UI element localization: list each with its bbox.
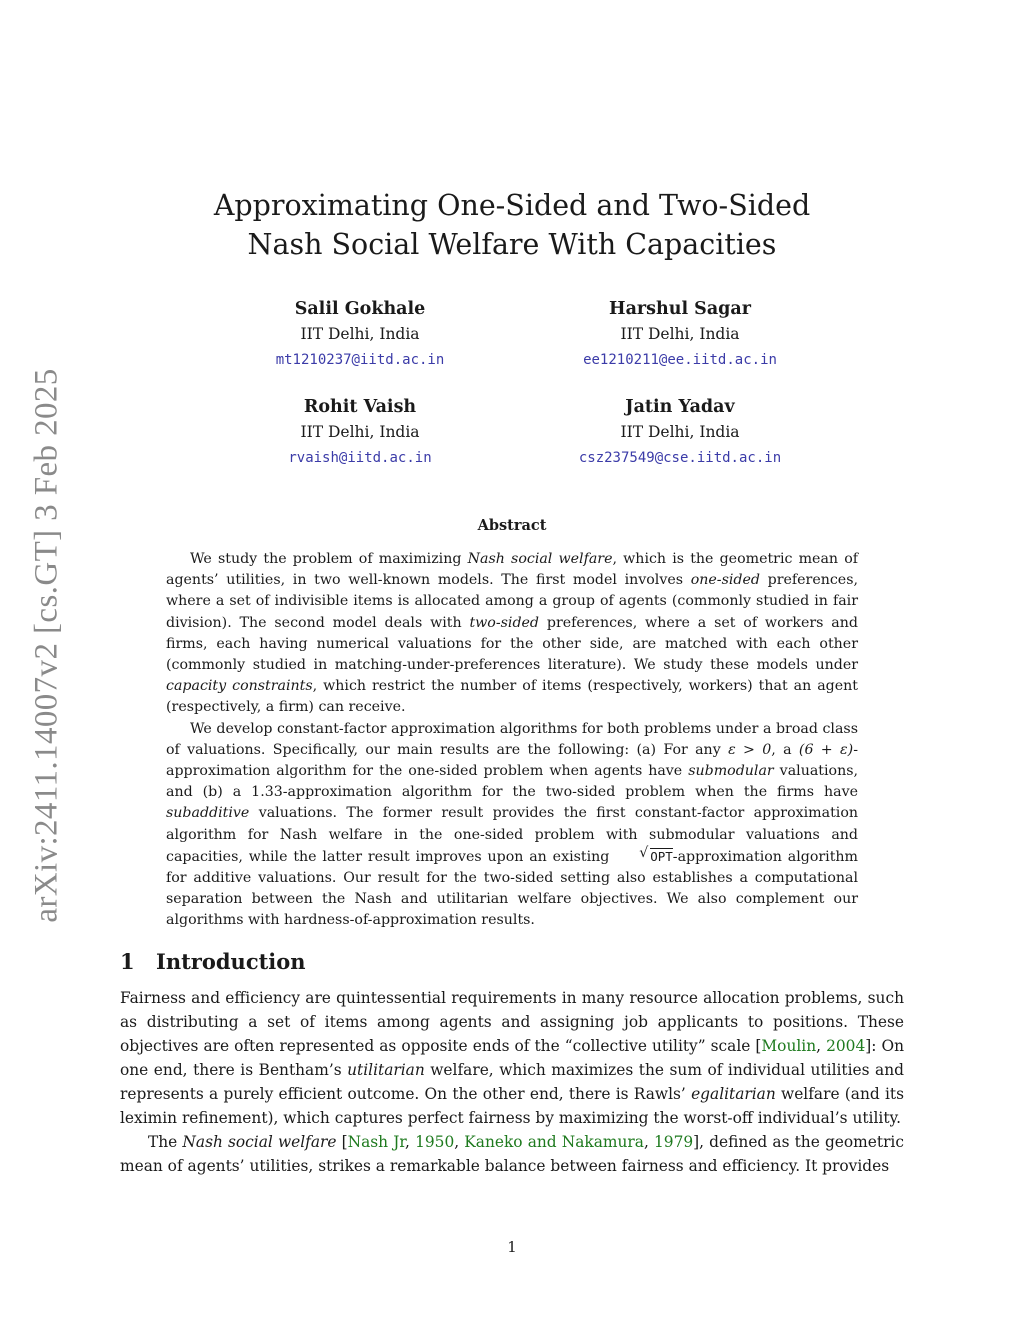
abstract-text: -approximation algorithm for the one-sided problem when agents have xyxy=(166,741,858,780)
page-number: 1 xyxy=(507,1238,517,1256)
citation-year-link[interactable]: 1979 xyxy=(653,1133,694,1151)
author-affiliation: IIT Delhi, India xyxy=(300,325,420,343)
author-affiliation: IIT Delhi, India xyxy=(300,423,420,441)
author-block xyxy=(200,296,840,471)
math-expression: (6 + ε) xyxy=(798,741,854,758)
abstract-text: , a xyxy=(771,741,799,758)
radical-sign-icon: √ xyxy=(639,844,649,861)
abstract-emphasis: one-sided xyxy=(690,572,760,589)
author-affiliation: IIT Delhi, India xyxy=(620,423,740,441)
math-expression: ε > 0 xyxy=(728,741,772,758)
abstract-text: valuations. The former result provides the first constant-factor approximation algorithm for Nash welfare in the one-sided problem with submodular valuations and capacities, while the latter result improves upon an existing xyxy=(166,805,858,865)
abstract-emphasis: two-sided xyxy=(469,614,540,631)
abstract-text: , which is the geometric mean of agents’ utilities, in two well-known models. The first model involves xyxy=(166,551,858,589)
abstract-text: preferences, where a set of workers and firms, each having numerical valuations for the other side, are matched with each other (commonly studied in matching-under-preferences literature). We study these models under xyxy=(166,614,858,674)
intro-paragraph-1 xyxy=(120,986,904,1130)
intro-emphasis: Nash social welfare xyxy=(182,1133,337,1151)
sqrt-expression xyxy=(615,846,673,868)
abstract-paragraph-2 xyxy=(166,719,858,932)
abstract-text: , which restrict the number of items (respectively, workers) that an agent (respectively, a firm) can receive. xyxy=(166,678,858,716)
author-entry xyxy=(200,394,520,471)
author-email-link[interactable]: csz237549@cse.iitd.ac.in xyxy=(578,450,782,466)
section-title: Introduction xyxy=(156,949,306,974)
citation-link[interactable]: Moulin xyxy=(761,1037,817,1055)
author-name: Jatin Yadav xyxy=(625,397,735,417)
intro-text: , xyxy=(816,1037,827,1055)
intro-text: [ xyxy=(336,1133,348,1151)
citation-link[interactable]: Nash Jr xyxy=(347,1133,406,1151)
author-email-link[interactable]: ee1210211@ee.iitd.ac.in xyxy=(583,352,777,368)
section-number: 1 xyxy=(120,949,135,974)
introduction-body xyxy=(120,986,904,1178)
author-email-link[interactable]: mt1210237@iitd.ac.in xyxy=(275,352,445,368)
intro-text: ], defined as the geometric mean of agents’ utilities, strikes a remarkable balance between fairness and efficiency. It provides xyxy=(120,1133,904,1175)
author-entry xyxy=(520,394,840,471)
intro-text: , xyxy=(643,1133,654,1151)
abstract-emphasis: subadditive xyxy=(166,805,250,822)
intro-text: , xyxy=(454,1133,465,1151)
intro-text: welfare, which maximizes the sum of individual utilities and represents a purely efficient outcome. On the other end, there is Rawls’ xyxy=(120,1061,904,1103)
section-heading xyxy=(120,949,306,974)
intro-text: , xyxy=(405,1133,416,1151)
intro-text: The xyxy=(148,1133,183,1151)
author-name: Harshul Sagar xyxy=(609,299,751,319)
arxiv-id: arXiv:2411.14007v2 [cs.GT] 3 Feb 2025 xyxy=(28,367,65,923)
abstract-emphasis: submodular xyxy=(688,763,774,780)
author-entry xyxy=(520,296,840,373)
abstract-text: valuations, and (b) a 1.33-approximation algorithm for the two-sided problem when the firms have xyxy=(166,763,859,801)
citation-year-link[interactable]: 2004 xyxy=(826,1037,866,1055)
abstract-emphasis: capacity constraints xyxy=(166,678,313,695)
author-name: Salil Gokhale xyxy=(294,299,426,319)
sqrt-radicand: OPT xyxy=(650,848,673,864)
intro-paragraph-2 xyxy=(120,1130,904,1178)
title-line-1: Approximating One-Sided and Two-Sided xyxy=(213,189,811,222)
title-line-2: Nash Social Welfare With Capacities xyxy=(247,228,777,261)
intro-emphasis: egalitarian xyxy=(691,1085,776,1103)
abstract-text: We develop constant-factor approximation algorithms for both problems under a broad class of valuations. Specifically, our main results are the following: (a) For any xyxy=(166,720,858,758)
intro-text: welfare (and its leximin refinement), which captures perfect fairness by maximizing the worst-off individual’s utility. xyxy=(120,1085,904,1127)
intro-emphasis: utilitarian xyxy=(347,1061,425,1079)
abstract-emphasis: Nash social welfare xyxy=(467,551,613,567)
abstract-heading: Abstract xyxy=(477,517,547,534)
author-email-link[interactable]: rvaish@iitd.ac.in xyxy=(288,450,432,466)
abstract-text: preferences, where a set of indivisible items is allocated among a group of agents (commonly studied in fair division). The second model deals with xyxy=(166,572,858,631)
abstract-paragraph-1 xyxy=(166,549,858,719)
intro-text: ]: On one end, there is Bentham’s xyxy=(120,1037,904,1079)
author-entry xyxy=(200,296,520,373)
abstract-text: -approximation algorithm for additive valuations. Our result for the two-sided setting also establishes a computational separation between the Nash and utilitarian welfare objectives. We also complement our algorithms with hardness-of-approximation results. xyxy=(166,848,858,929)
paper-title xyxy=(0,186,1024,264)
citation-year-link[interactable]: 1950 xyxy=(415,1133,455,1151)
author-name: Rohit Vaish xyxy=(303,397,417,417)
citation-link[interactable]: Kaneko and Nakamura xyxy=(464,1133,644,1151)
abstract-text: We study the problem of maximizing xyxy=(190,551,468,567)
intro-text: Fairness and efficiency are quintessential requirements in many resource allocation problems, such as distributing a set of items among agents and assigning job applicants to positions. These objectives are often represented as opposite ends of the “collective utility” scale [ xyxy=(120,989,904,1055)
abstract-body xyxy=(166,549,858,932)
author-affiliation: IIT Delhi, India xyxy=(620,325,740,343)
arxiv-stamp xyxy=(24,360,70,930)
